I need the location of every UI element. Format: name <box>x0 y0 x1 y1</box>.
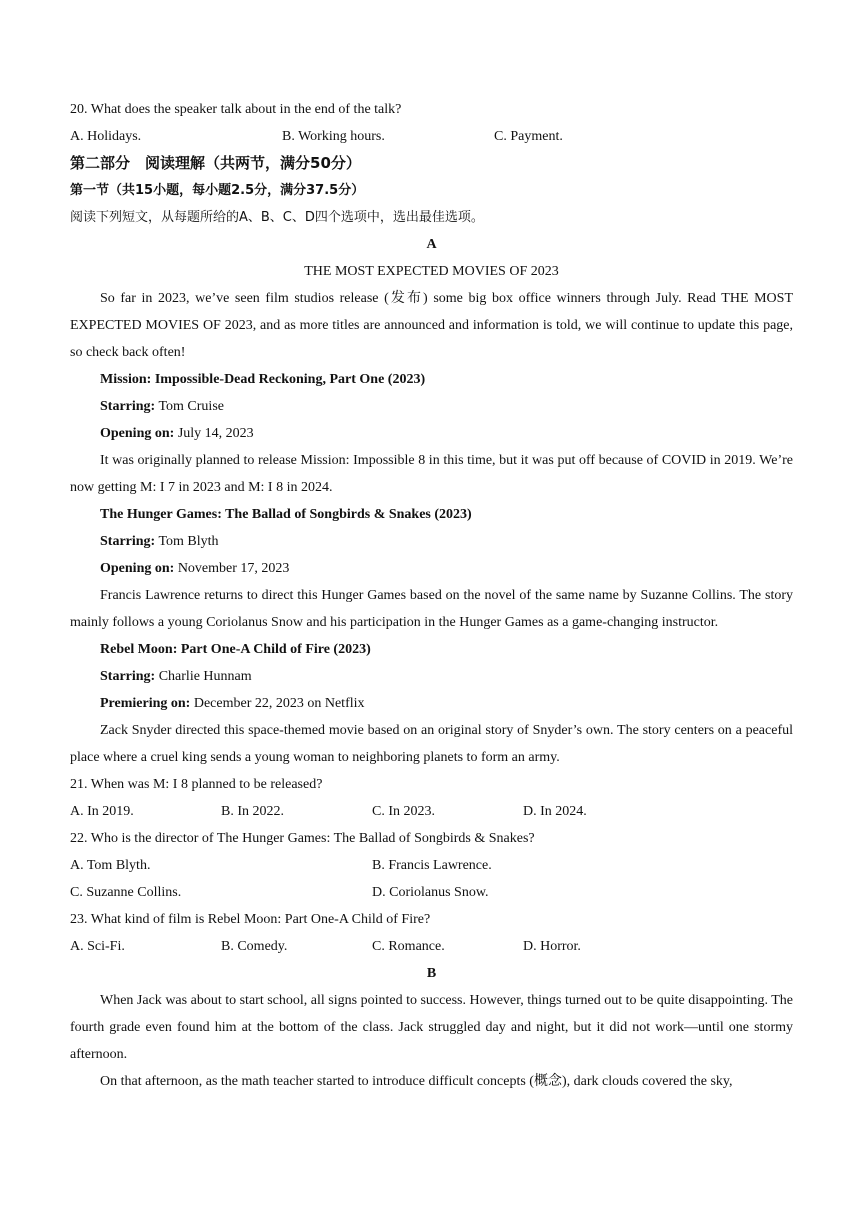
section-1-title: 第一节（共15小题，每小题2.5分，满分37.5分） <box>70 183 365 198</box>
option-b: B. Francis Lawrence. <box>372 858 492 873</box>
option-b: B. Working hours. <box>282 129 385 144</box>
question-22-options-row-1 <box>70 852 793 879</box>
question-23-options <box>70 933 793 960</box>
date-value: November 17, 2023 <box>174 561 290 576</box>
starring-label: Starring: <box>100 399 156 414</box>
passage-a-intro: So far in 2023, we’ve seen film studios release (发布) some big box office winners through July. Read THE MOST EXPECTED MOVIES OF 2023, and as more titles are announced and information is told, we will continue to update this page, so check back often! <box>70 291 793 360</box>
option-a: A. In 2019. <box>70 804 134 819</box>
movie-2-description: Francis Lawrence returns to direct this Hunger Games based on the novel of the same name by Suzanne Collins. The story mainly follows a young Coriolanus Snow and his participation in the Hunger Games as a game-changing instructor. <box>70 588 793 630</box>
movie-3-title: Rebel Moon: Part One-A Child of Fire (2023) <box>100 642 371 657</box>
question-20: 20. What does the speaker talk about in the end of the talk? <box>70 102 402 117</box>
starring-value: Tom Blyth <box>155 534 219 549</box>
passage-b-letter: B <box>426 966 437 981</box>
document-page <box>70 96 793 1095</box>
option-a: A. Holidays. <box>70 129 142 144</box>
question-23: 23. What kind of film is Rebel Moon: Part One-A Child of Fire? <box>70 912 431 927</box>
date-label: Opening on: <box>100 426 175 441</box>
part-2-title: 第二部分 阅读理解（共两节，满分50分） <box>70 154 361 172</box>
movie-3-starring <box>70 663 793 690</box>
movie-1-title: Mission: Impossible-Dead Reckoning, Part One (2023) <box>100 372 426 387</box>
passage-b-paragraph-2: On that afternoon, as the math teacher started to introduce difficult concepts (概念), dark clouds covered the sky, <box>100 1074 733 1089</box>
starring-value: Charlie Hunnam <box>155 669 252 684</box>
movie-2-title: The Hunger Games: The Ballad of Songbirds & Snakes (2023) <box>100 507 472 522</box>
starring-label: Starring: <box>100 669 156 684</box>
starring-label: Starring: <box>100 534 156 549</box>
movie-1-date <box>70 420 793 447</box>
question-22: 22. Who is the director of The Hunger Games: The Ballad of Songbirds & Snakes? <box>70 831 535 846</box>
movie-3-description: Zack Snyder directed this space-themed movie based on an original story of Snyder’s own. The story centers on a peaceful place where a cruel king sends a young woman to neighboring planets to form an army. <box>70 723 793 765</box>
movie-1-starring <box>70 393 793 420</box>
date-label: Premiering on: <box>100 696 191 711</box>
movie-3-date <box>70 690 793 717</box>
option-c: C. Payment. <box>494 129 563 144</box>
passage-a-title: THE MOST EXPECTED MOVIES OF 2023 <box>304 264 559 279</box>
movie-2-date <box>70 555 793 582</box>
passage-a-letter: A <box>426 237 437 252</box>
question-21-options <box>70 798 793 825</box>
option-b: B. Comedy. <box>221 939 288 954</box>
question-22-options-row-2 <box>70 879 793 906</box>
option-c: C. Suzanne Collins. <box>70 885 182 900</box>
option-a: A. Sci-Fi. <box>70 939 125 954</box>
option-d: D. Coriolanus Snow. <box>372 885 489 900</box>
instructions: 阅读下列短文，从每题所给的A、B、C、D四个选项中，选出最佳选项。 <box>70 210 484 225</box>
question-20-options <box>70 123 793 150</box>
date-label: Opening on: <box>100 561 175 576</box>
date-value: July 14, 2023 <box>174 426 254 441</box>
option-a: A. Tom Blyth. <box>70 858 151 873</box>
movie-1-description: It was originally planned to release Mission: Impossible 8 in this time, but it was put off because of COVID in 2019. We’re now getting M: I 7 in 2023 and M: I 8 in 2024. <box>70 453 793 495</box>
question-21: 21. When was M: I 8 planned to be released? <box>70 777 323 792</box>
option-c: C. Romance. <box>372 939 445 954</box>
starring-value: Tom Cruise <box>155 399 224 414</box>
option-c: C. In 2023. <box>372 804 435 819</box>
option-b: B. In 2022. <box>221 804 284 819</box>
passage-b-paragraph-1: When Jack was about to start school, all signs pointed to success. However, things turned out to be quite disappointing. The fourth grade even found him at the bottom of the class. Jack struggled day and night, but it did not work—until one stormy afternoon. <box>70 993 793 1062</box>
date-value: December 22, 2023 on Netflix <box>190 696 365 711</box>
option-d: D. Horror. <box>523 939 581 954</box>
movie-2-starring <box>70 528 793 555</box>
option-d: D. In 2024. <box>523 804 587 819</box>
